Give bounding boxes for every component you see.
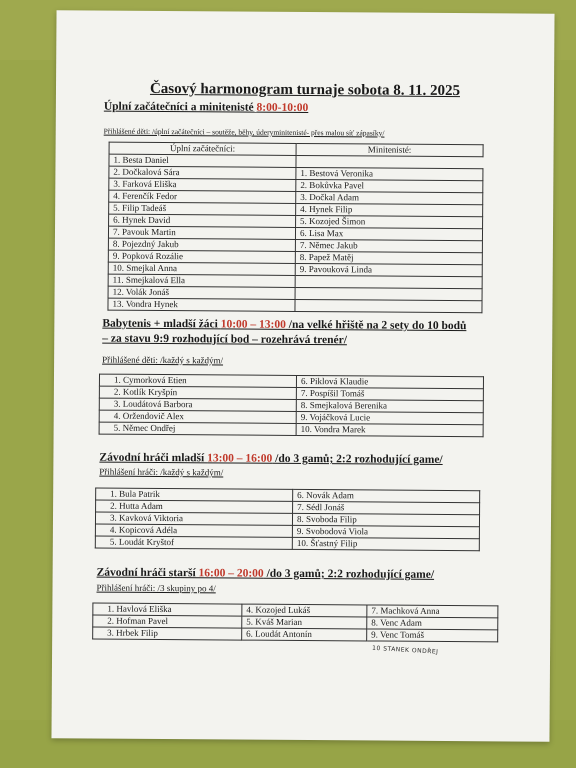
player-name: 8. Venc Adam — [367, 617, 498, 630]
empty-cell — [295, 299, 482, 312]
player-name: 4. Hynek Filip — [296, 203, 483, 216]
player-name: 6. Hynek David — [109, 214, 296, 227]
player-name: 3. Farková Eliška — [109, 178, 296, 191]
player-name: 4. Oržendovič Alex — [99, 410, 296, 423]
player-name: 2. Bokůvka Pavel — [296, 179, 483, 192]
beginners-table — [107, 142, 483, 314]
schedule-sheet — [51, 10, 554, 741]
player-name: 1. Bestová Veronika — [296, 167, 483, 180]
section-junior-time: 13:00 – 16:00 — [207, 452, 273, 465]
player-name: 1. Havlová Eliška — [93, 603, 242, 616]
player-name: 8. Papež Matěj — [295, 251, 482, 264]
babytennis-table — [99, 374, 484, 438]
player-name: 7. Pospíšil Tomáš — [296, 387, 483, 400]
senior-table — [92, 603, 498, 643]
handwritten-note: 10 STANEK ONDŘEJ — [371, 644, 439, 656]
player-name: 5. Loudát Kryštof — [95, 536, 292, 549]
player-name: 5. Kozojed Šimon — [296, 215, 483, 228]
section-senior-heading — [97, 567, 435, 581]
section-junior-label: Závodní hráči mladší — [99, 451, 208, 465]
player-name: 9. Venc Tomáš — [367, 629, 498, 642]
player-name: 8. Svoboda Filip — [292, 513, 479, 526]
player-name: 3. Loudátová Barbora — [99, 398, 296, 411]
section-senior-note: Přihlášení hráči: /3 skupiny po 4/ — [96, 582, 216, 594]
section-babytennis-rules: /na velké hřiště na 2 sety do 10 bodů — [285, 318, 467, 333]
section-beginners-heading — [104, 101, 309, 114]
player-name: 10. Šťastný Filip — [292, 537, 479, 550]
player-name: 7. Sédl Jonáš — [293, 501, 480, 514]
table-row — [108, 298, 482, 313]
column-header-beginners: Úplní začátečníci: — [109, 142, 296, 155]
section-babytennis-label: Babytenis + mladší žáci — [102, 317, 221, 331]
section-babytennis-heading — [102, 318, 466, 333]
section-senior-label: Závodní hráči starší — [96, 566, 199, 580]
player-name: 6. Piklová Klaudie — [296, 375, 483, 388]
player-name: 8. Pojezdný Jakub — [108, 238, 295, 251]
player-name: 4. Ferenčík Fedor — [109, 190, 296, 203]
player-name: 9. Svobodová Viola — [292, 525, 479, 538]
player-name: 12. Volák Jonáš — [108, 286, 295, 299]
player-name: 2. Hutta Adam — [96, 500, 293, 513]
player-name: 5. Filip Tadeáš — [109, 202, 296, 215]
player-name: 11. Smejkalová Ella — [108, 274, 295, 287]
player-name: 2. Kotlík Kryšpín — [99, 386, 296, 399]
player-name: 4. Kopicová Adéla — [95, 524, 292, 537]
player-name: 4. Kozojed Lukáš — [242, 604, 367, 617]
player-name: 6. Lisa Max — [295, 227, 482, 240]
junior-table — [95, 488, 480, 552]
player-name: 3. Hrbek Filip — [93, 627, 242, 640]
section-beginners-label: Úplní začátečníci a minitenisté — [103, 100, 257, 114]
table-row — [93, 627, 498, 642]
page-title: Časový harmonogram turnaje sobota 8. 11. 2025 — [149, 80, 461, 100]
player-name: 6. Novák Adam — [293, 489, 480, 502]
player-name: 6. Loudát Antonín — [242, 628, 367, 641]
section-beginners-note: Přihlášené děti: /úplní začátečníci – soutěže, běhy, úderyminitenisté- přes malou síť zápasíky/ — [103, 126, 385, 138]
section-babytennis-rules-line2: – za stavu 9:9 rozhodující bod – rozehrává trenér/ — [102, 332, 347, 347]
section-junior-rules: /do 3 gamů; 2:2 rozhodující game/ — [272, 452, 443, 466]
player-name: 10. Vondra Marek — [296, 423, 483, 436]
player-name: 7. Pavouk Martin — [108, 226, 295, 239]
player-name: 10. Smejkal Anna — [108, 262, 295, 275]
table-row — [99, 422, 483, 437]
player-name: 5. Němec Ondřej — [99, 422, 296, 435]
player-name: 7. Machková Anna — [367, 605, 498, 618]
player-name: 1. Besta Daniel — [109, 154, 296, 167]
section-senior-rules: /do 3 gamů; 2:2 rozhodující game/ — [263, 567, 435, 581]
player-name: 3. Dočkal Adam — [296, 191, 483, 204]
column-header-minitennis: Minitenisté: — [367, 144, 412, 155]
section-senior-time: 16:00 – 20:00 — [198, 567, 264, 580]
player-name: 1. Bula Patrik — [96, 488, 293, 501]
section-babytennis-time: 10:00 – 13:00 — [220, 318, 286, 331]
player-name: 9. Popková Rozálie — [108, 250, 295, 263]
player-name: 1. Cymorková Etien — [99, 374, 296, 387]
section-beginners-time: 8:00-10:00 — [256, 101, 309, 115]
player-name: 2. Hofman Pavel — [93, 615, 242, 628]
player-name: 9. Vojáčková Lucie — [296, 411, 483, 424]
player-name: 5. Kváš Marian — [242, 616, 367, 629]
player-name: 7. Němec Jakub — [295, 239, 482, 252]
player-name: 8. Smejkalová Berenika — [296, 399, 483, 412]
section-junior-note: Přihlášení hráči: /každý s každým/ — [99, 466, 224, 478]
player-name: 9. Pavouková Linda — [295, 263, 482, 276]
player-name: 13. Vondra Hynek — [108, 298, 295, 311]
section-junior-heading — [99, 452, 442, 466]
section-babytennis-note: Přihlášené děti: /každý s každým/ — [102, 354, 224, 366]
table-row — [95, 536, 479, 551]
player-name: 3. Kavková Viktoria — [95, 512, 292, 525]
player-name: 2. Dočkalová Sára — [109, 166, 296, 179]
